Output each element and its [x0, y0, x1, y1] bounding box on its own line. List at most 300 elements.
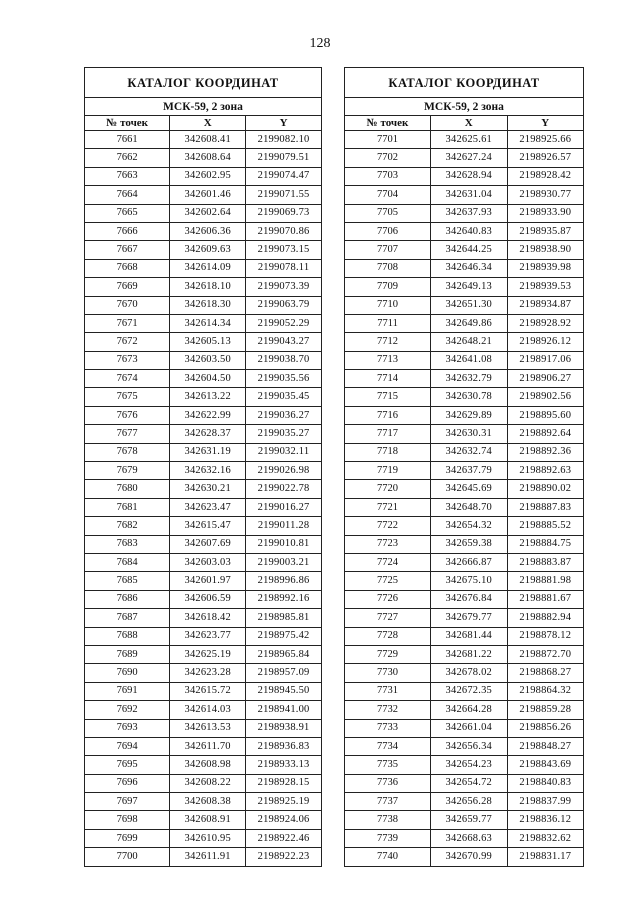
column-header-y: Y [507, 116, 584, 131]
table-row [345, 480, 584, 498]
x-coordinate-cell: 342678.02 [431, 664, 507, 682]
point-number-cell: 7725 [345, 572, 431, 590]
table-row [345, 296, 584, 314]
point-number-cell: 7707 [345, 241, 431, 259]
table-row [345, 204, 584, 222]
x-coordinate-cell: 342654.23 [431, 756, 507, 774]
y-coordinate-cell: 2198906.27 [507, 370, 584, 388]
point-number-cell: 7697 [85, 793, 170, 811]
x-coordinate-cell: 342601.46 [170, 186, 246, 204]
table-row [345, 406, 584, 424]
x-coordinate-cell: 342615.47 [170, 517, 246, 535]
x-coordinate-cell: 342608.22 [170, 774, 246, 792]
table-row [85, 462, 322, 480]
y-coordinate-cell: 2199073.39 [246, 278, 322, 296]
y-coordinate-cell: 2198930.77 [507, 186, 584, 204]
x-coordinate-cell: 342614.03 [170, 701, 246, 719]
catalog-zone: МСК-59, 2 зона [85, 98, 322, 116]
catalog-zone: МСК-59, 2 зона [345, 98, 584, 116]
point-number-cell: 7684 [85, 553, 170, 571]
x-coordinate-cell: 342637.93 [431, 204, 507, 222]
point-number-cell: 7704 [345, 186, 431, 204]
point-number-cell: 7692 [85, 701, 170, 719]
table-row [345, 609, 584, 627]
point-number-cell: 7716 [345, 406, 431, 424]
point-number-cell: 7691 [85, 682, 170, 700]
column-header-x: X [170, 116, 246, 131]
x-coordinate-cell: 342668.63 [431, 829, 507, 847]
x-coordinate-cell: 342618.30 [170, 296, 246, 314]
x-coordinate-cell: 342672.35 [431, 682, 507, 700]
table-row [345, 278, 584, 296]
y-coordinate-cell: 2198938.91 [246, 719, 322, 737]
point-number-cell: 7695 [85, 756, 170, 774]
table-row [345, 351, 584, 369]
y-coordinate-cell: 2198895.60 [507, 406, 584, 424]
table-row [85, 333, 322, 351]
x-coordinate-cell: 342649.13 [431, 278, 507, 296]
x-coordinate-cell: 342606.36 [170, 222, 246, 240]
y-coordinate-cell: 2199022.78 [246, 480, 322, 498]
y-coordinate-cell: 2198892.63 [507, 462, 584, 480]
y-coordinate-cell: 2198892.36 [507, 443, 584, 461]
x-coordinate-cell: 342606.59 [170, 590, 246, 608]
x-coordinate-cell: 342604.50 [170, 370, 246, 388]
point-number-cell: 7732 [345, 701, 431, 719]
point-number-cell: 7666 [85, 222, 170, 240]
coordinate-catalog-left [84, 67, 322, 867]
x-coordinate-cell: 342609.63 [170, 241, 246, 259]
point-number-cell: 7690 [85, 664, 170, 682]
y-coordinate-cell: 2198878.12 [507, 627, 584, 645]
x-coordinate-cell: 342607.69 [170, 535, 246, 553]
point-number-cell: 7688 [85, 627, 170, 645]
x-coordinate-cell: 342656.28 [431, 793, 507, 811]
x-coordinate-cell: 342615.72 [170, 682, 246, 700]
table-row [85, 278, 322, 296]
table-row [85, 572, 322, 590]
x-coordinate-cell: 342623.77 [170, 627, 246, 645]
table-row [85, 406, 322, 424]
table-row [85, 627, 322, 645]
table-row [345, 701, 584, 719]
point-number-cell: 7720 [345, 480, 431, 498]
x-coordinate-cell: 342679.77 [431, 609, 507, 627]
y-coordinate-cell: 2199070.86 [246, 222, 322, 240]
table-row [85, 756, 322, 774]
x-coordinate-cell: 342627.24 [431, 149, 507, 167]
y-coordinate-cell: 2198922.46 [246, 829, 322, 847]
y-coordinate-cell: 2198945.50 [246, 682, 322, 700]
x-coordinate-cell: 342659.77 [431, 811, 507, 829]
x-coordinate-cell: 342605.13 [170, 333, 246, 351]
table-row [345, 682, 584, 700]
column-header-point: № точек [85, 116, 170, 131]
x-coordinate-cell: 342614.34 [170, 314, 246, 332]
x-coordinate-cell: 342664.28 [431, 701, 507, 719]
table-row [345, 388, 584, 406]
y-coordinate-cell: 2198885.52 [507, 517, 584, 535]
table-row [345, 829, 584, 847]
point-number-cell: 7702 [345, 149, 431, 167]
point-number-cell: 7693 [85, 719, 170, 737]
table-row [345, 498, 584, 516]
y-coordinate-cell: 2199074.47 [246, 167, 322, 185]
table-row [85, 664, 322, 682]
table-row [345, 664, 584, 682]
table-row [85, 370, 322, 388]
table-row [345, 370, 584, 388]
catalog-title: КАТАЛОГ КООРДИНАТ [85, 68, 322, 98]
y-coordinate-cell: 2198939.98 [507, 259, 584, 277]
point-number-cell: 7717 [345, 425, 431, 443]
x-coordinate-cell: 342648.70 [431, 498, 507, 516]
point-number-cell: 7682 [85, 517, 170, 535]
table-row [85, 811, 322, 829]
y-coordinate-cell: 2198887.83 [507, 498, 584, 516]
x-coordinate-cell: 342630.21 [170, 480, 246, 498]
x-coordinate-cell: 342608.91 [170, 811, 246, 829]
point-number-cell: 7687 [85, 609, 170, 627]
point-number-cell: 7740 [345, 848, 431, 866]
y-coordinate-cell: 2199038.70 [246, 351, 322, 369]
table-row [85, 517, 322, 535]
y-coordinate-cell: 2198881.98 [507, 572, 584, 590]
y-coordinate-cell: 2198840.83 [507, 774, 584, 792]
table-row [85, 590, 322, 608]
x-coordinate-cell: 342625.61 [431, 131, 507, 149]
x-coordinate-cell: 342675.10 [431, 572, 507, 590]
table-row [85, 167, 322, 185]
point-number-cell: 7671 [85, 314, 170, 332]
y-coordinate-cell: 2198925.66 [507, 131, 584, 149]
y-coordinate-cell: 2198837.99 [507, 793, 584, 811]
column-header-x: X [431, 116, 507, 131]
y-coordinate-cell: 2199010.81 [246, 535, 322, 553]
point-number-cell: 7670 [85, 296, 170, 314]
x-coordinate-cell: 342645.69 [431, 480, 507, 498]
x-coordinate-cell: 342614.09 [170, 259, 246, 277]
y-coordinate-cell: 2198924.06 [246, 811, 322, 829]
x-coordinate-cell: 342602.64 [170, 204, 246, 222]
point-number-cell: 7723 [345, 535, 431, 553]
page-number: 128 [309, 36, 331, 51]
table-row [85, 498, 322, 516]
table-row [85, 259, 322, 277]
point-number-cell: 7661 [85, 131, 170, 149]
table-row [85, 186, 322, 204]
point-number-cell: 7679 [85, 462, 170, 480]
y-coordinate-cell: 2198859.28 [507, 701, 584, 719]
y-coordinate-cell: 2198882.94 [507, 609, 584, 627]
table-row [345, 222, 584, 240]
table-row [85, 222, 322, 240]
y-coordinate-cell: 2198926.12 [507, 333, 584, 351]
x-coordinate-cell: 342632.79 [431, 370, 507, 388]
point-number-cell: 7718 [345, 443, 431, 461]
y-coordinate-cell: 2198836.12 [507, 811, 584, 829]
table-row [85, 609, 322, 627]
point-number-cell: 7675 [85, 388, 170, 406]
y-coordinate-cell: 2198938.90 [507, 241, 584, 259]
table-row [345, 756, 584, 774]
table-row [345, 553, 584, 571]
table-row [85, 848, 322, 866]
y-coordinate-cell: 2198939.53 [507, 278, 584, 296]
table-row [85, 535, 322, 553]
y-coordinate-cell: 2199003.21 [246, 553, 322, 571]
point-number-cell: 7677 [85, 425, 170, 443]
x-coordinate-cell: 342618.10 [170, 278, 246, 296]
x-coordinate-cell: 342646.34 [431, 259, 507, 277]
table-row [345, 186, 584, 204]
x-coordinate-cell: 342601.97 [170, 572, 246, 590]
table-row [85, 793, 322, 811]
point-number-cell: 7727 [345, 609, 431, 627]
y-coordinate-cell: 2199035.45 [246, 388, 322, 406]
y-coordinate-cell: 2198957.09 [246, 664, 322, 682]
point-number-cell: 7713 [345, 351, 431, 369]
point-number-cell: 7711 [345, 314, 431, 332]
table-row [345, 719, 584, 737]
x-coordinate-cell: 342681.22 [431, 645, 507, 663]
point-number-cell: 7726 [345, 590, 431, 608]
x-coordinate-cell: 342661.04 [431, 719, 507, 737]
point-number-cell: 7669 [85, 278, 170, 296]
x-coordinate-cell: 342648.21 [431, 333, 507, 351]
y-coordinate-cell: 2198935.87 [507, 222, 584, 240]
y-coordinate-cell: 2198965.84 [246, 645, 322, 663]
y-coordinate-cell: 2198831.17 [507, 848, 584, 866]
table-row [85, 149, 322, 167]
point-number-cell: 7738 [345, 811, 431, 829]
x-coordinate-cell: 342628.37 [170, 425, 246, 443]
y-coordinate-cell: 2199079.51 [246, 149, 322, 167]
y-coordinate-cell: 2198902.56 [507, 388, 584, 406]
x-coordinate-cell: 342654.32 [431, 517, 507, 535]
y-coordinate-cell: 2198864.32 [507, 682, 584, 700]
x-coordinate-cell: 342630.31 [431, 425, 507, 443]
y-coordinate-cell: 2199082.10 [246, 131, 322, 149]
y-coordinate-cell: 2199032.11 [246, 443, 322, 461]
y-coordinate-cell: 2198928.42 [507, 167, 584, 185]
y-coordinate-cell: 2199063.79 [246, 296, 322, 314]
catalog-title: КАТАЛОГ КООРДИНАТ [345, 68, 584, 98]
point-number-cell: 7712 [345, 333, 431, 351]
x-coordinate-cell: 342656.34 [431, 737, 507, 755]
x-coordinate-cell: 342670.99 [431, 848, 507, 866]
table-row [345, 517, 584, 535]
table-row [85, 480, 322, 498]
x-coordinate-cell: 342608.64 [170, 149, 246, 167]
y-coordinate-cell: 2199035.27 [246, 425, 322, 443]
point-number-cell: 7699 [85, 829, 170, 847]
x-coordinate-cell: 342608.41 [170, 131, 246, 149]
column-header-y: Y [246, 116, 322, 131]
table-row [85, 645, 322, 663]
point-number-cell: 7703 [345, 167, 431, 185]
table-row [345, 333, 584, 351]
table-row [345, 793, 584, 811]
table-row [345, 645, 584, 663]
coordinate-catalog-right [344, 67, 584, 867]
y-coordinate-cell: 2199035.56 [246, 370, 322, 388]
table-row [345, 149, 584, 167]
table-row [345, 425, 584, 443]
y-coordinate-cell: 2198934.87 [507, 296, 584, 314]
y-coordinate-cell: 2199026.98 [246, 462, 322, 480]
table-row [85, 443, 322, 461]
x-coordinate-cell: 342681.44 [431, 627, 507, 645]
point-number-cell: 7739 [345, 829, 431, 847]
point-number-cell: 7715 [345, 388, 431, 406]
x-coordinate-cell: 342631.19 [170, 443, 246, 461]
point-number-cell: 7673 [85, 351, 170, 369]
table-row [85, 131, 322, 149]
x-coordinate-cell: 342602.95 [170, 167, 246, 185]
table-row [85, 425, 322, 443]
table-row [85, 314, 322, 332]
point-number-cell: 7680 [85, 480, 170, 498]
x-coordinate-cell: 342623.28 [170, 664, 246, 682]
x-coordinate-cell: 342623.47 [170, 498, 246, 516]
point-number-cell: 7678 [85, 443, 170, 461]
point-number-cell: 7672 [85, 333, 170, 351]
x-coordinate-cell: 342631.04 [431, 186, 507, 204]
point-number-cell: 7737 [345, 793, 431, 811]
x-coordinate-cell: 342649.86 [431, 314, 507, 332]
x-coordinate-cell: 342629.89 [431, 406, 507, 424]
point-number-cell: 7700 [85, 848, 170, 866]
y-coordinate-cell: 2198933.13 [246, 756, 322, 774]
point-number-cell: 7664 [85, 186, 170, 204]
x-coordinate-cell: 342632.16 [170, 462, 246, 480]
y-coordinate-cell: 2199052.29 [246, 314, 322, 332]
x-coordinate-cell: 342608.38 [170, 793, 246, 811]
point-number-cell: 7683 [85, 535, 170, 553]
point-number-cell: 7686 [85, 590, 170, 608]
x-coordinate-cell: 342666.87 [431, 553, 507, 571]
point-number-cell: 7667 [85, 241, 170, 259]
x-coordinate-cell: 342654.72 [431, 774, 507, 792]
x-coordinate-cell: 342611.91 [170, 848, 246, 866]
point-number-cell: 7668 [85, 259, 170, 277]
y-coordinate-cell: 2198872.70 [507, 645, 584, 663]
table-row [345, 462, 584, 480]
point-number-cell: 7735 [345, 756, 431, 774]
x-coordinate-cell: 342632.74 [431, 443, 507, 461]
x-coordinate-cell: 342613.53 [170, 719, 246, 737]
x-coordinate-cell: 342676.84 [431, 590, 507, 608]
x-coordinate-cell: 342628.94 [431, 167, 507, 185]
point-number-cell: 7665 [85, 204, 170, 222]
x-coordinate-cell: 342651.30 [431, 296, 507, 314]
table-row [345, 535, 584, 553]
table-row [85, 737, 322, 755]
y-coordinate-cell: 2198933.90 [507, 204, 584, 222]
point-number-cell: 7698 [85, 811, 170, 829]
table-row [345, 443, 584, 461]
point-number-cell: 7724 [345, 553, 431, 571]
table-row [345, 314, 584, 332]
table-row [345, 131, 584, 149]
point-number-cell: 7714 [345, 370, 431, 388]
point-number-cell: 7731 [345, 682, 431, 700]
table-row [85, 774, 322, 792]
y-coordinate-cell: 2198941.00 [246, 701, 322, 719]
point-number-cell: 7674 [85, 370, 170, 388]
y-coordinate-cell: 2198928.92 [507, 314, 584, 332]
point-number-cell: 7663 [85, 167, 170, 185]
point-number-cell: 7694 [85, 737, 170, 755]
table-row [345, 241, 584, 259]
point-number-cell: 7708 [345, 259, 431, 277]
y-coordinate-cell: 2198917.06 [507, 351, 584, 369]
y-coordinate-cell: 2198832.62 [507, 829, 584, 847]
y-coordinate-cell: 2198843.69 [507, 756, 584, 774]
y-coordinate-cell: 2198928.15 [246, 774, 322, 792]
table-row [85, 682, 322, 700]
point-number-cell: 7719 [345, 462, 431, 480]
x-coordinate-cell: 342603.50 [170, 351, 246, 369]
x-coordinate-cell: 342613.22 [170, 388, 246, 406]
point-number-cell: 7685 [85, 572, 170, 590]
point-number-cell: 7729 [345, 645, 431, 663]
y-coordinate-cell: 2198868.27 [507, 664, 584, 682]
point-number-cell: 7706 [345, 222, 431, 240]
point-number-cell: 7701 [345, 131, 431, 149]
y-coordinate-cell: 2198975.42 [246, 627, 322, 645]
table-row [85, 241, 322, 259]
table-row [85, 701, 322, 719]
table-row [345, 811, 584, 829]
x-coordinate-cell: 342637.79 [431, 462, 507, 480]
column-header-point: № точек [345, 116, 431, 131]
y-coordinate-cell: 2198856.26 [507, 719, 584, 737]
table-row [85, 351, 322, 369]
y-coordinate-cell: 2198996.86 [246, 572, 322, 590]
point-number-cell: 7710 [345, 296, 431, 314]
y-coordinate-cell: 2199071.55 [246, 186, 322, 204]
y-coordinate-cell: 2198985.81 [246, 609, 322, 627]
x-coordinate-cell: 342611.70 [170, 737, 246, 755]
y-coordinate-cell: 2198881.67 [507, 590, 584, 608]
point-number-cell: 7696 [85, 774, 170, 792]
y-coordinate-cell: 2199011.28 [246, 517, 322, 535]
table-row [85, 719, 322, 737]
x-coordinate-cell: 342622.99 [170, 406, 246, 424]
point-number-cell: 7730 [345, 664, 431, 682]
x-coordinate-cell: 342625.19 [170, 645, 246, 663]
table-row [85, 204, 322, 222]
x-coordinate-cell: 342610.95 [170, 829, 246, 847]
table-row [85, 296, 322, 314]
x-coordinate-cell: 342641.08 [431, 351, 507, 369]
y-coordinate-cell: 2198992.16 [246, 590, 322, 608]
y-coordinate-cell: 2198883.87 [507, 553, 584, 571]
x-coordinate-cell: 342618.42 [170, 609, 246, 627]
y-coordinate-cell: 2199069.73 [246, 204, 322, 222]
x-coordinate-cell: 342608.98 [170, 756, 246, 774]
point-number-cell: 7733 [345, 719, 431, 737]
y-coordinate-cell: 2199036.27 [246, 406, 322, 424]
y-coordinate-cell: 2198890.02 [507, 480, 584, 498]
point-number-cell: 7722 [345, 517, 431, 535]
point-number-cell: 7709 [345, 278, 431, 296]
y-coordinate-cell: 2199078.11 [246, 259, 322, 277]
y-coordinate-cell: 2198922.23 [246, 848, 322, 866]
y-coordinate-cell: 2198884.75 [507, 535, 584, 553]
